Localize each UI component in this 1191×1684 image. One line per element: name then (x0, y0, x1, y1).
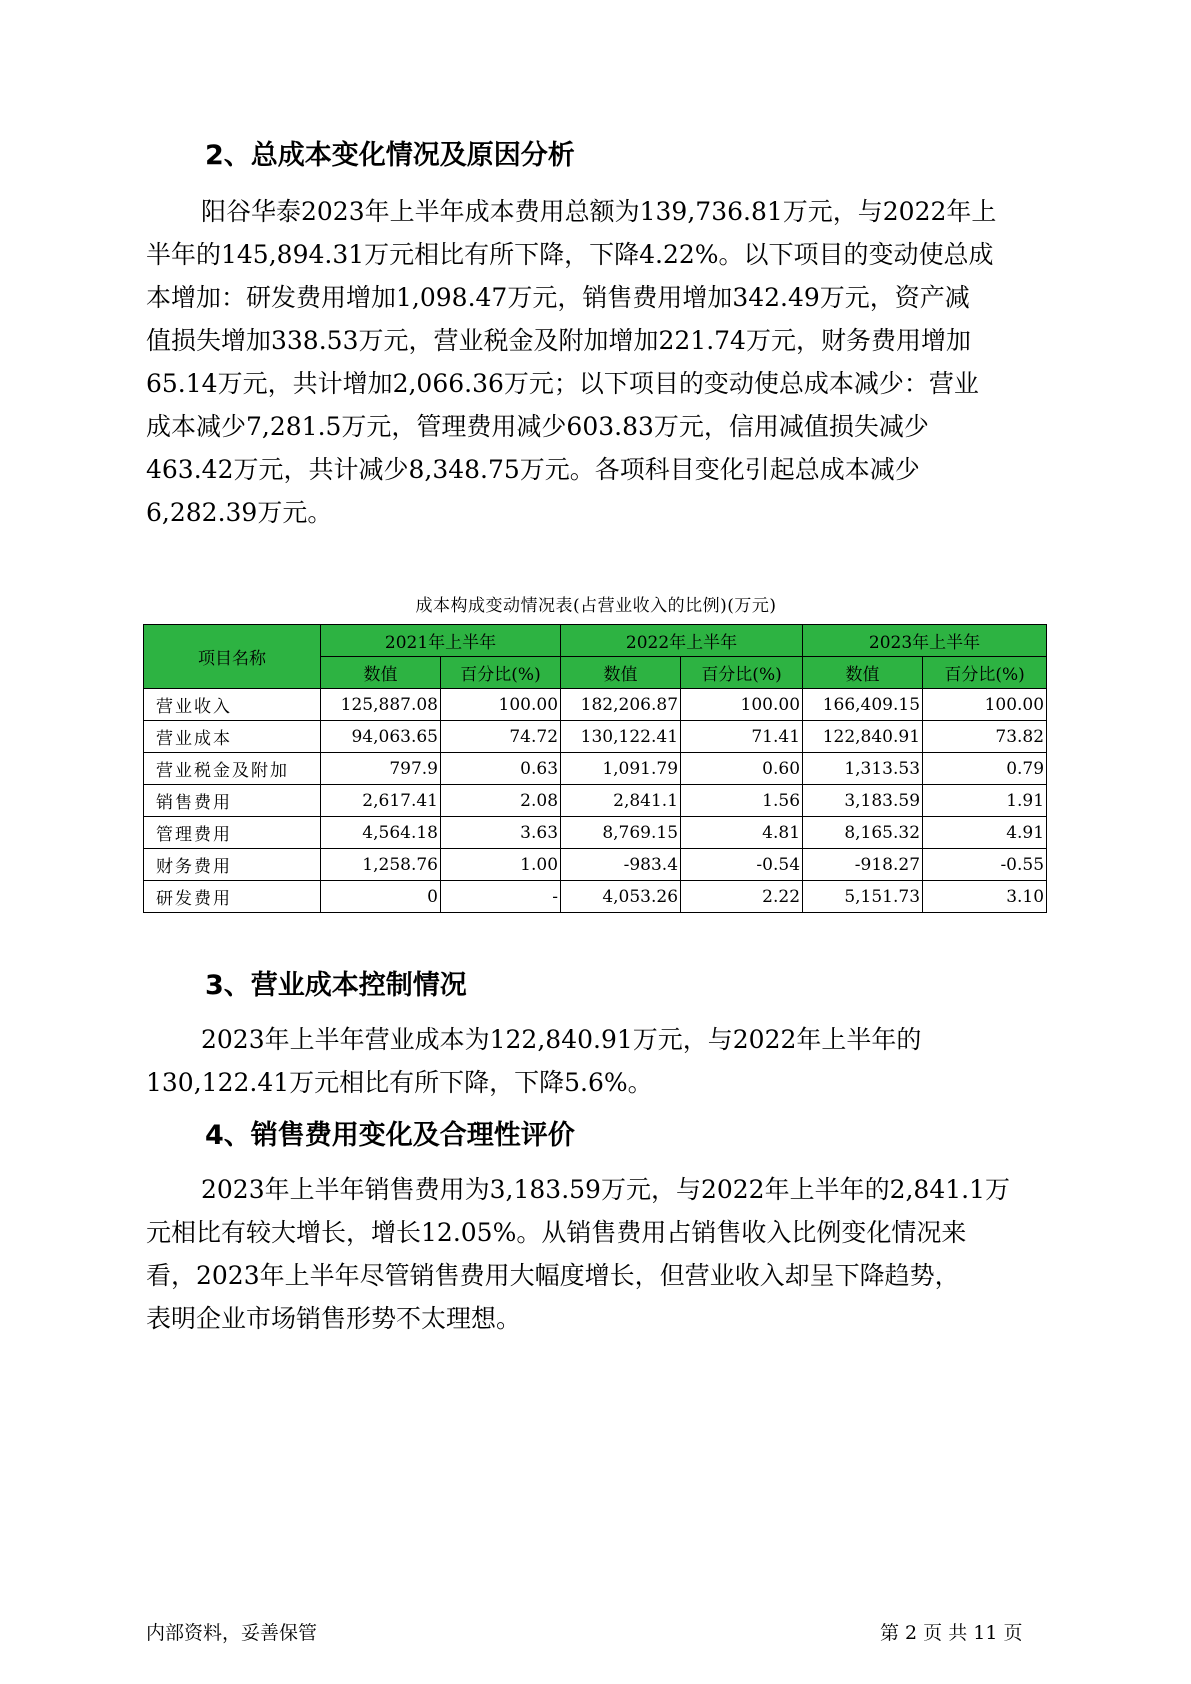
footer-page-number: 第 2 页 共 11 页 (880, 1622, 1023, 1644)
paragraph-sales-expense (146, 1168, 1046, 1340)
value-header: 数值 (321, 657, 441, 689)
value-header: 数值 (803, 657, 923, 689)
table-cell: 130,122.41 (561, 721, 681, 753)
table-cell: -0.55 (923, 849, 1047, 881)
text-line: 半年的145,894.31万元相比有所下降，下降4.22%。以下项目的变动使总成 (146, 240, 994, 269)
table-cell: 2.08 (441, 785, 561, 817)
table-cell: 2.22 (681, 881, 803, 913)
table-row (144, 817, 1047, 849)
paragraph-total-cost (146, 190, 1046, 534)
text-line: 130,122.41万元相比有所下降，下降5.6%。 (146, 1068, 653, 1097)
section-heading-operating-cost: 3、营业成本控制情况 (205, 970, 467, 1001)
table-cell: 74.72 (441, 721, 561, 753)
footer-confidential-note: 内部资料，妥善保管 (146, 1622, 318, 1644)
section-heading-sales-expense: 4、销售费用变化及合理性评价 (205, 1120, 575, 1151)
table-row (144, 881, 1047, 913)
table-cell: 3.63 (441, 817, 561, 849)
text-line: 看，2023年上半年尽管销售费用大幅度增长，但营业收入却呈下降趋势， (146, 1261, 960, 1290)
table-cell: 100.00 (681, 689, 803, 721)
text-line: 表明企业市场销售形势不太理想。 (146, 1304, 522, 1333)
row-label: 营业收入 (144, 689, 321, 721)
table-cell: 166,409.15 (803, 689, 923, 721)
table-cell: 4.81 (681, 817, 803, 849)
text-line: 元相比有较大增长，增长12.05%。从销售费用占销售收入比例变化情况来 (146, 1218, 967, 1247)
table-row (144, 689, 1047, 721)
table-cell: 4,053.26 (561, 881, 681, 913)
text-line: 65.14万元，共计增加2,066.36万元；以下项目的变动使总成本减少：营业 (146, 369, 979, 398)
table-cell: 1,258.76 (321, 849, 441, 881)
table-cell: 4.91 (923, 817, 1047, 849)
row-label: 研发费用 (144, 881, 321, 913)
table-cell: 3,183.59 (803, 785, 923, 817)
text-line: 阳谷华泰2023年上半年成本费用总额为139,736.81万元，与2022年上 (201, 197, 997, 226)
table-cell: 2,617.41 (321, 785, 441, 817)
table-cell: 1,091.79 (561, 753, 681, 785)
table-cell: 182,206.87 (561, 689, 681, 721)
table-cell: 94,063.65 (321, 721, 441, 753)
table-cell: 5,151.73 (803, 881, 923, 913)
period-header-2021: 2021年上半年 (321, 625, 561, 657)
text-line: 2023年上半年销售费用为3,183.59万元，与2022年上半年的2,841.1万 (201, 1175, 1010, 1204)
paragraph-operating-cost (146, 1018, 1046, 1104)
table-cell: 1.00 (441, 849, 561, 881)
table-cell: - (441, 881, 561, 913)
table-row (144, 849, 1047, 881)
table-cell: 2,841.1 (561, 785, 681, 817)
table-cell: -983.4 (561, 849, 681, 881)
table-cell: 1.91 (923, 785, 1047, 817)
row-label: 管理费用 (144, 817, 321, 849)
table-cell: -0.54 (681, 849, 803, 881)
table-cell: 797.9 (321, 753, 441, 785)
table-cell: 3.10 (923, 881, 1047, 913)
table-cell: -918.27 (803, 849, 923, 881)
table-cell: 1.56 (681, 785, 803, 817)
table-row (144, 753, 1047, 785)
percent-header: 百分比(%) (681, 657, 803, 689)
value-header: 数值 (561, 657, 681, 689)
table-cell: 122,840.91 (803, 721, 923, 753)
period-header-2023: 2023年上半年 (803, 625, 1047, 657)
table-cell: 0 (321, 881, 441, 913)
row-label: 营业税金及附加 (144, 753, 321, 785)
table-cell: 1,313.53 (803, 753, 923, 785)
table-row (144, 721, 1047, 753)
text-line: 值损失增加338.53万元，营业税金及附加增加221.74万元，财务费用增加 (146, 326, 971, 355)
table-cell: 8,165.32 (803, 817, 923, 849)
row-label: 营业成本 (144, 721, 321, 753)
row-label: 销售费用 (144, 785, 321, 817)
text-line: 2023年上半年营业成本为122,840.91万元，与2022年上半年的 (201, 1025, 922, 1054)
row-label: 财务费用 (144, 849, 321, 881)
table-cell: 100.00 (923, 689, 1047, 721)
period-header-2022: 2022年上半年 (561, 625, 803, 657)
table-cell: 0.63 (441, 753, 561, 785)
table-cell: 8,769.15 (561, 817, 681, 849)
item-name-header: 项目名称 (144, 625, 321, 689)
table-cell: 0.79 (923, 753, 1047, 785)
table-cell: 71.41 (681, 721, 803, 753)
percent-header: 百分比(%) (923, 657, 1047, 689)
table-cell: 100.00 (441, 689, 561, 721)
cost-structure-table (143, 624, 1047, 913)
text-line: 本增加：研发费用增加1,098.47万元，销售费用增加342.49万元，资产减 (146, 283, 970, 312)
section-heading-total-cost: 2、总成本变化情况及原因分析 (205, 140, 575, 171)
percent-header: 百分比(%) (441, 657, 561, 689)
text-line: 463.42万元，共计减少8,348.75万元。各项科目变化引起总成本减少 (146, 455, 920, 484)
table-caption: 成本构成变动情况表(占营业收入的比例)(万元) (415, 596, 777, 616)
table-cell: 125,887.08 (321, 689, 441, 721)
table-cell: 4,564.18 (321, 817, 441, 849)
table-row (144, 785, 1047, 817)
text-line: 6,282.39万元。 (146, 498, 333, 527)
table-cell: 73.82 (923, 721, 1047, 753)
table-cell: 0.60 (681, 753, 803, 785)
text-line: 成本减少7,281.5万元，管理费用减少603.83万元，信用减值损失减少 (146, 412, 929, 441)
